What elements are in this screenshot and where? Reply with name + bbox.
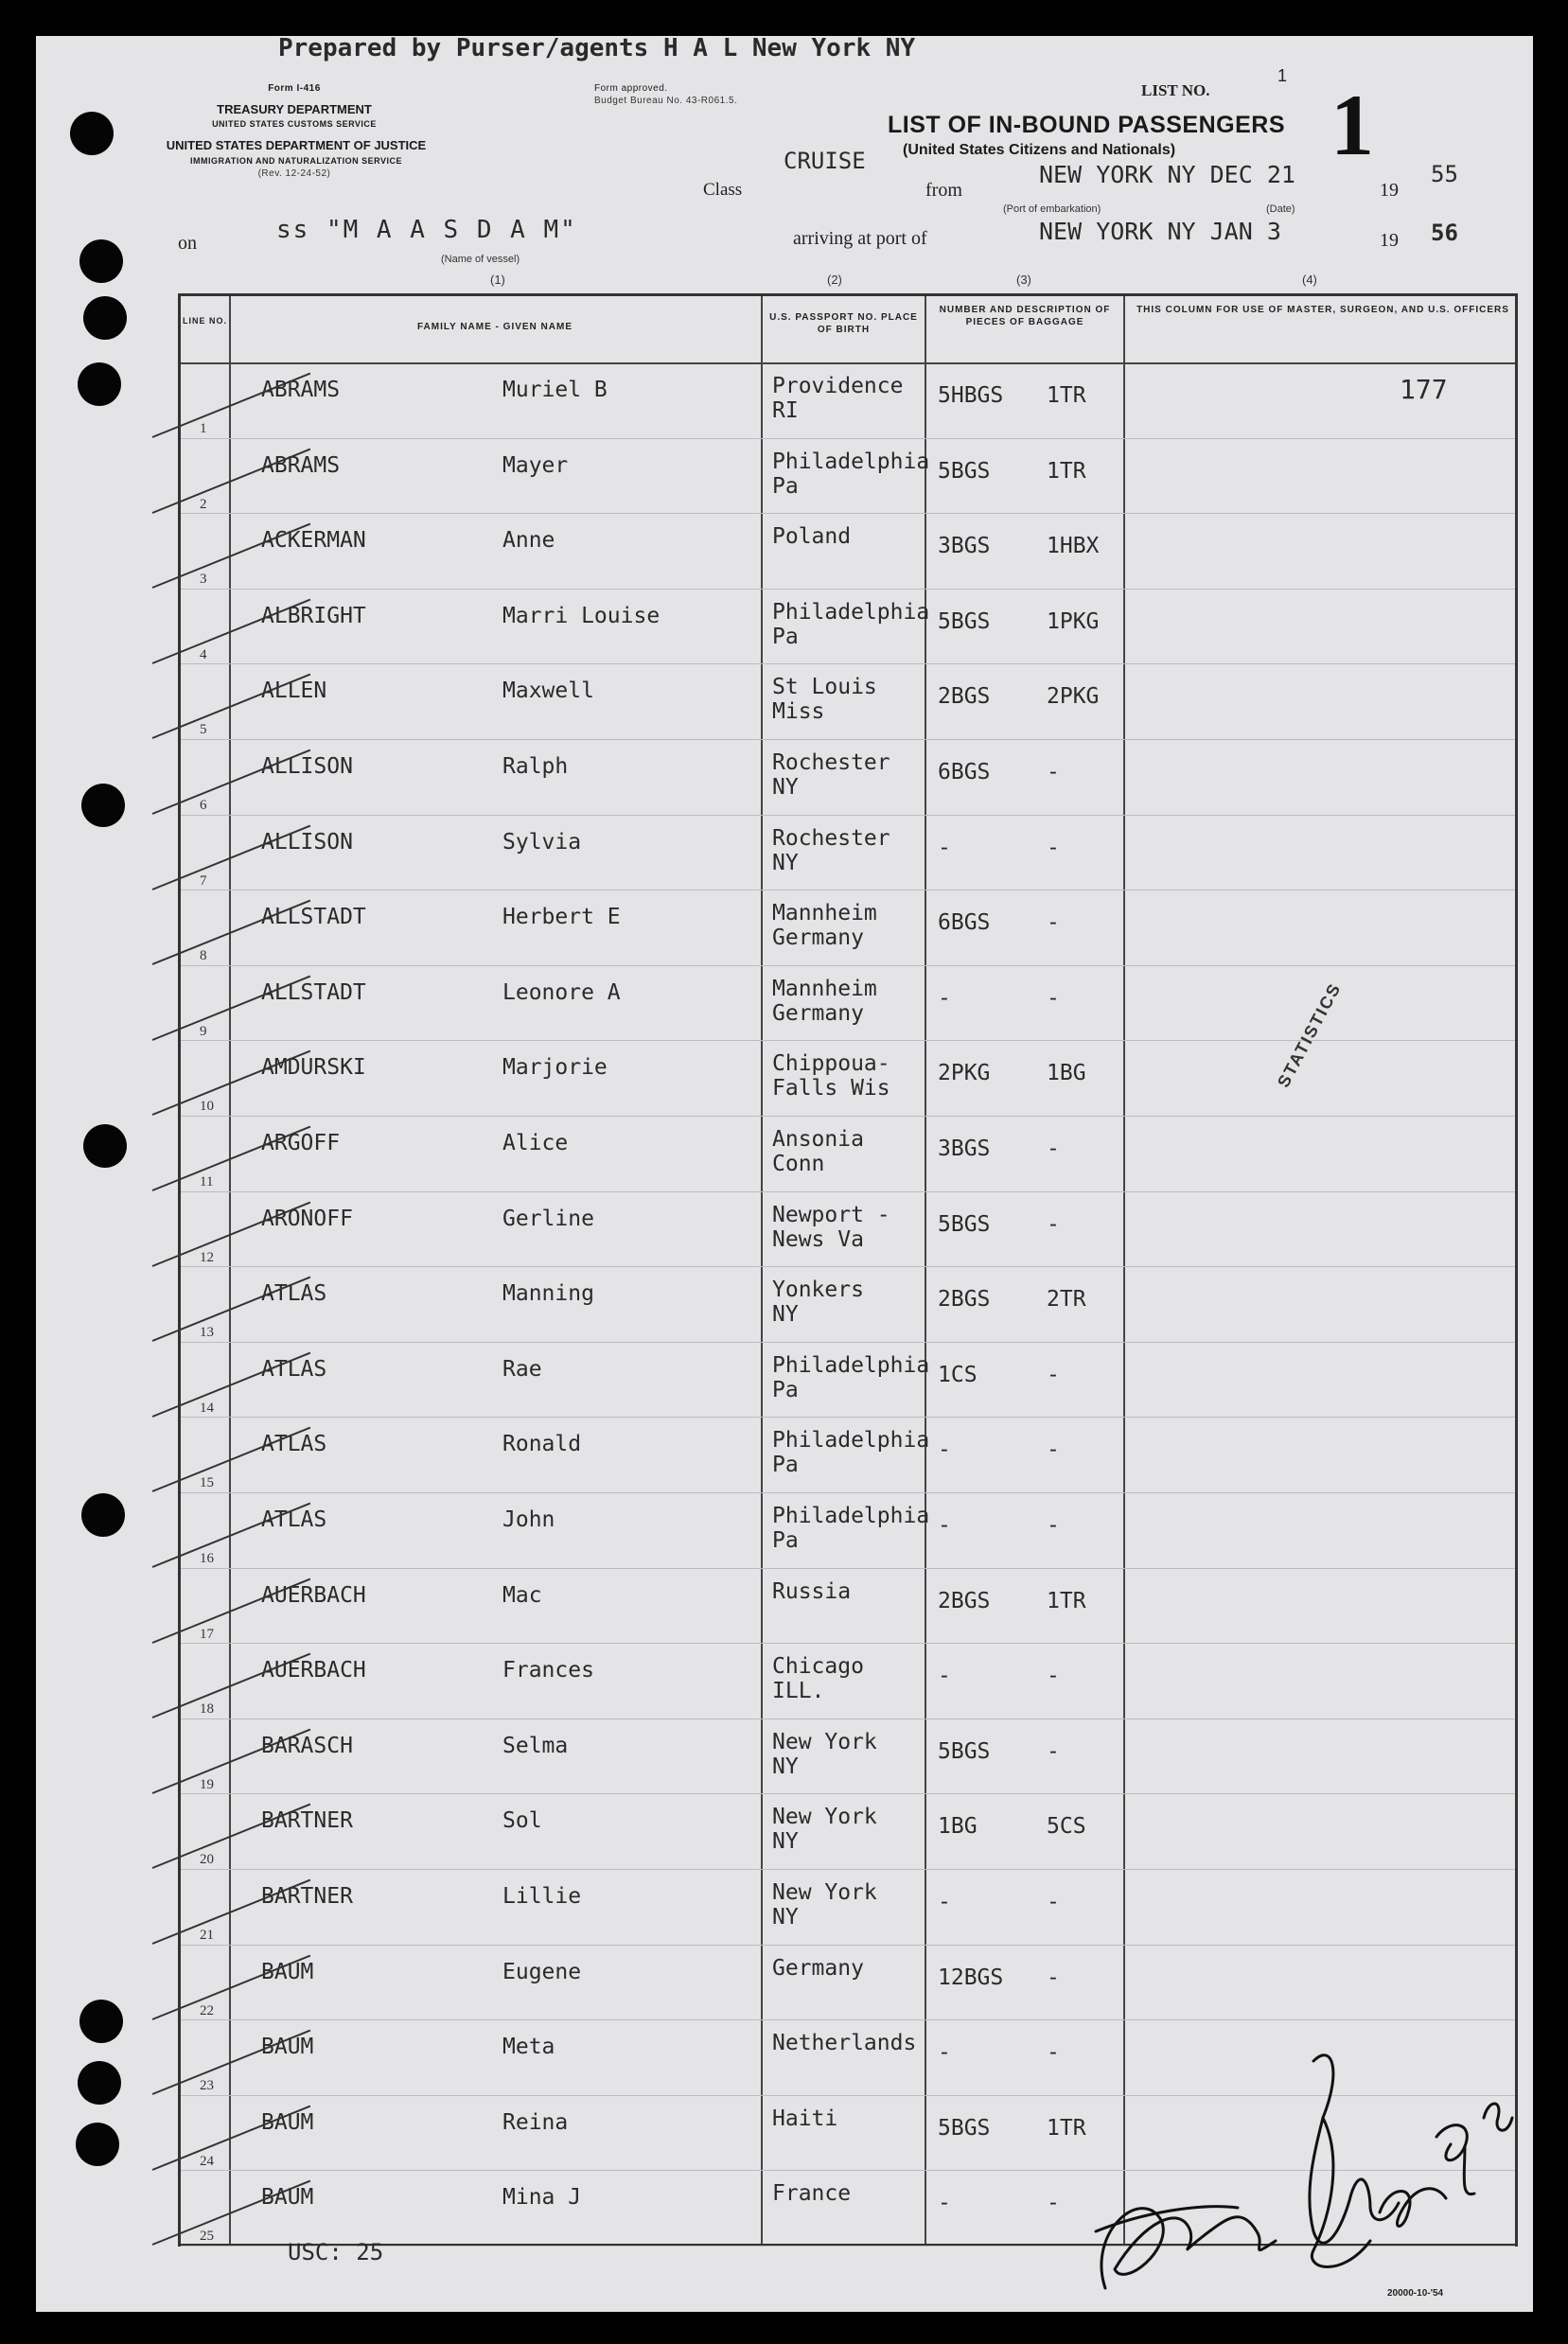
line-number: 17 <box>200 1626 214 1642</box>
line-number: 13 <box>200 1325 214 1341</box>
baggage-count: 5BGS <box>938 1738 991 1764</box>
check-mark <box>152 1201 311 1266</box>
line-number: 16 <box>200 1551 214 1566</box>
arriving-value: NEW YORK NY JAN 3 <box>1039 218 1281 245</box>
row-divider <box>181 739 1515 740</box>
baggage-extra: 5CS <box>1047 1814 1086 1840</box>
place-of-birth: New York <box>772 1729 877 1754</box>
row-divider <box>181 1266 1515 1267</box>
baggage-extra: - <box>1047 835 1060 860</box>
place-of-birth-line2: News Va <box>772 1226 864 1252</box>
row-divider <box>181 1116 1515 1117</box>
check-mark <box>152 1427 311 1492</box>
from-year-prefix: 19 <box>1380 180 1399 201</box>
agency-customs: UNITED STATES CUSTOMS SERVICE <box>212 119 377 129</box>
check-mark <box>152 2030 314 2095</box>
baggage-extra: - <box>1047 1211 1060 1237</box>
form-title: LIST OF IN-BOUND PASSENGERS <box>888 112 1286 138</box>
check-mark <box>152 1954 314 2019</box>
place-of-birth: Yonkers <box>772 1278 864 1303</box>
line-number: 21 <box>200 1928 214 1943</box>
usc-count: USC: 25 <box>288 2239 384 2265</box>
punch-hole <box>70 112 114 155</box>
arriving-year-prefix: 19 <box>1380 230 1399 251</box>
passenger-family-name: ABRAMS <box>261 452 341 478</box>
baggage-extra: - <box>1047 760 1060 784</box>
passenger-family-name: ALLSTADT <box>261 905 366 930</box>
baggage-count: 12BGS <box>938 1965 1004 1990</box>
place-of-birth: Philadelphia <box>772 1428 930 1454</box>
from-value: NEW YORK NY DEC 21 <box>1039 161 1295 188</box>
check-mark <box>152 674 311 739</box>
place-of-birth-line2: NY <box>772 1829 799 1855</box>
place-of-birth-line2: Pa <box>772 624 799 649</box>
place-of-birth-line2: Conn <box>772 1152 825 1176</box>
manifest-page <box>36 36 1533 2312</box>
place-of-birth: Rochester <box>772 750 890 775</box>
baggage-count: - <box>938 1437 951 1463</box>
baggage-extra: - <box>1047 1137 1060 1161</box>
place-of-birth-line2: Falls Wis <box>772 1076 890 1102</box>
baggage-extra: - <box>1047 2040 1060 2066</box>
passenger-family-name: BARTNER <box>261 1808 353 1834</box>
check-mark <box>152 1126 311 1191</box>
passenger-family-name: ALLISON <box>261 754 353 779</box>
form-approved: Form approved. <box>594 83 668 94</box>
passenger-family-name: ATLAS <box>261 1507 327 1532</box>
baggage-count: 2BGS <box>938 1588 991 1613</box>
baggage-count: 5BGS <box>938 458 991 484</box>
from-label: from <box>925 180 962 201</box>
place-of-birth: Philadelphia <box>772 1504 930 1528</box>
passenger-family-name: BAUM <box>261 2035 314 2060</box>
on-label: on <box>178 233 197 254</box>
check-mark <box>152 824 311 890</box>
baggage-extra: - <box>1047 1890 1060 1914</box>
place-of-birth-line2: Pa <box>772 473 799 499</box>
baggage-extra: 1BG <box>1047 1061 1086 1086</box>
passenger-given-name: Mayer <box>502 452 569 478</box>
passenger-family-name: BARTNER <box>261 1884 353 1909</box>
port-embarkation-label: (Port of embarkation) <box>1003 203 1101 215</box>
place-of-birth: New York <box>772 1805 877 1830</box>
punch-hole <box>79 2000 123 2043</box>
baggage-extra: - <box>1047 1738 1060 1764</box>
line-number: 23 <box>200 2078 214 2094</box>
passenger-given-name: Sylvia <box>502 829 582 855</box>
agency-justice: UNITED STATES DEPARTMENT OF JUSTICE <box>166 138 427 152</box>
passenger-family-name: AUERBACH <box>261 1582 366 1608</box>
place-of-birth: France <box>772 2181 852 2207</box>
budget-bureau: Budget Bureau No. 43-R061.5. <box>594 96 738 106</box>
baggage-extra: - <box>1047 1965 1060 1990</box>
agency-treasury: TREASURY DEPARTMENT <box>217 102 372 116</box>
line-number: 22 <box>200 2002 214 2018</box>
passenger-given-name: Mina J <box>502 2185 582 2211</box>
place-of-birth: Philadelphia <box>772 1352 930 1378</box>
check-mark <box>152 1653 311 1718</box>
passenger-given-name: Manning <box>502 1281 594 1307</box>
baggage-extra: 1TR <box>1047 1588 1086 1613</box>
place-of-birth-line2: ILL. <box>772 1679 825 1704</box>
agency-ins: IMMIGRATION AND NATURALIZATION SERVICE <box>190 156 402 166</box>
form-subtitle: (United States Citizens and Nationals) <box>903 142 1176 158</box>
header-passport: U.S. PASSPORT NO. PLACE OF BIRTH <box>769 312 918 335</box>
row-divider <box>181 1342 1515 1343</box>
baggage-extra: 1TR <box>1047 2115 1086 2141</box>
punch-hole <box>78 2061 121 2105</box>
baggage-count: 2PKG <box>938 1061 991 1086</box>
col-index-3: (3) <box>1016 273 1031 287</box>
passenger-given-name: Marri Louise <box>502 603 661 628</box>
baggage-extra: - <box>1047 2191 1060 2216</box>
check-mark <box>152 1577 311 1643</box>
row-divider <box>181 589 1515 590</box>
passenger-given-name: Anne <box>502 528 555 554</box>
line-number: 24 <box>200 2153 214 2169</box>
place-of-birth: Philadelphia <box>772 449 930 474</box>
baggage-extra: - <box>1047 1513 1060 1538</box>
header-divider <box>181 362 1515 364</box>
place-of-birth-line2: NY <box>772 1754 799 1779</box>
line-number: 19 <box>200 1776 214 1792</box>
place-of-birth: Mannheim <box>772 976 877 1001</box>
list-no-big: 1 <box>1330 77 1374 173</box>
row-divider <box>181 1492 1515 1493</box>
row-divider <box>181 1793 1515 1794</box>
passenger-table <box>178 293 1518 2247</box>
place-of-birth: Chippoua- <box>772 1051 890 1077</box>
check-mark <box>152 1804 311 1869</box>
check-mark <box>152 1277 311 1342</box>
passenger-family-name: ALLEN <box>261 679 327 704</box>
baggage-extra: 1TR <box>1047 458 1086 484</box>
row-divider <box>181 965 1515 966</box>
baggage-count: - <box>938 985 951 1011</box>
check-mark <box>152 975 311 1040</box>
check-mark <box>152 749 311 815</box>
passenger-given-name: Ronald <box>502 1432 582 1457</box>
check-mark <box>152 1050 311 1116</box>
baggage-count: 5HBGS <box>938 383 1004 408</box>
col-index-4: (4) <box>1302 273 1317 287</box>
class-label: Class <box>703 180 743 200</box>
row-divider <box>181 1191 1515 1192</box>
prepared-by-line: Prepared by Purser/agents H A L New York NY <box>278 34 916 62</box>
baggage-count: - <box>938 1513 951 1538</box>
punch-hole <box>81 784 125 827</box>
baggage-count: - <box>938 2191 951 2216</box>
passenger-family-name: ALLISON <box>261 829 353 855</box>
baggage-count: 3BGS <box>938 534 991 559</box>
punch-hole <box>81 1493 125 1537</box>
passenger-given-name: Selma <box>502 1733 569 1758</box>
place-of-birth: Rochester <box>772 825 890 851</box>
baggage-extra: 1HBX <box>1047 534 1100 559</box>
from-year: 55 <box>1431 161 1458 187</box>
passenger-given-name: Gerline <box>502 1206 594 1231</box>
passenger-given-name: Ralph <box>502 754 569 779</box>
place-of-birth-line2: NY <box>772 850 799 875</box>
place-of-birth: Chicago <box>772 1654 864 1680</box>
place-of-birth: St Louis <box>772 675 877 700</box>
baggage-count: - <box>938 1890 951 1914</box>
line-number: 1 <box>200 421 207 436</box>
place-of-birth-line2: Pa <box>772 1528 799 1553</box>
place-of-birth-line2: NY <box>772 1905 799 1930</box>
passenger-given-name: Leonore A <box>502 979 621 1005</box>
passenger-family-name: AUERBACH <box>261 1658 366 1683</box>
officer-note: 177 <box>1400 374 1448 405</box>
passenger-given-name: Reina <box>502 2109 569 2135</box>
form-number: Form I-416 <box>268 83 321 94</box>
passenger-given-name: Frances <box>502 1658 594 1683</box>
place-of-birth-line2: Pa <box>772 1453 799 1478</box>
passenger-given-name: Eugene <box>502 1959 582 1984</box>
baggage-count: - <box>938 1664 951 1689</box>
punch-hole <box>83 1124 127 1168</box>
date-label: (Date) <box>1266 203 1295 215</box>
master-signature <box>1030 2004 1522 2307</box>
check-mark <box>152 373 311 438</box>
baggage-extra: - <box>1047 910 1060 936</box>
line-number: 8 <box>200 948 207 964</box>
baggage-count: - <box>938 835 951 860</box>
check-mark <box>152 1879 311 1945</box>
baggage-count: 3BGS <box>938 1137 991 1161</box>
passenger-family-name: BAUM <box>261 2109 314 2135</box>
baggage-count: 6BGS <box>938 760 991 784</box>
header-officers: THIS COLUMN FOR USE OF MASTER, SURGEON, AND U.S. OFFICERS <box>1136 305 1509 315</box>
class-value: CRUISE <box>784 148 866 174</box>
col-index-2: (2) <box>827 273 842 287</box>
line-number: 14 <box>200 1400 214 1416</box>
passenger-given-name: Marjorie <box>502 1055 608 1081</box>
place-of-birth: Germany <box>772 1955 864 1981</box>
check-mark <box>152 900 311 965</box>
passenger-family-name: ARONOFF <box>261 1206 353 1231</box>
check-mark <box>152 1728 311 1793</box>
passenger-family-name: ABRAMS <box>261 378 341 402</box>
arriving-year: 56 <box>1431 220 1458 246</box>
check-mark <box>152 523 311 589</box>
baggage-count: 5BGS <box>938 2115 991 2141</box>
row-divider <box>181 663 1515 664</box>
row-divider <box>181 438 1515 439</box>
baggage-count: 1CS <box>938 1362 978 1387</box>
place-of-birth-line2: Germany <box>772 1000 864 1026</box>
place-of-birth: Providence <box>772 374 904 398</box>
place-of-birth: Russia <box>772 1578 852 1604</box>
place-of-birth: Haiti <box>772 2106 838 2131</box>
passenger-given-name: Mac <box>502 1582 542 1608</box>
place-of-birth-line2: Pa <box>772 1377 799 1402</box>
statistics-stamp: STATISTICS <box>1274 978 1346 1091</box>
line-number: 3 <box>200 572 207 588</box>
check-mark <box>152 2180 314 2246</box>
line-number: 15 <box>200 1475 214 1491</box>
baggage-extra: - <box>1047 1437 1060 1463</box>
row-divider <box>181 1945 1515 1946</box>
print-code: 20000-10-'54 <box>1387 2288 1444 2299</box>
passenger-given-name: Rae <box>502 1356 542 1382</box>
passenger-given-name: Herbert E <box>502 905 621 930</box>
baggage-count: 2BGS <box>938 1287 991 1313</box>
passenger-given-name: Maxwell <box>502 679 594 704</box>
list-no-label: LIST NO. <box>1141 81 1210 99</box>
line-number: 10 <box>200 1099 214 1115</box>
line-number: 7 <box>200 872 207 889</box>
passenger-family-name: ALLSTADT <box>261 979 366 1005</box>
place-of-birth: Netherlands <box>772 2031 917 2056</box>
passenger-family-name: ATLAS <box>261 1356 327 1382</box>
place-of-birth: Newport - <box>772 1202 890 1227</box>
line-number: 20 <box>200 1852 214 1868</box>
passenger-family-name: BARASCH <box>261 1733 353 1758</box>
passenger-given-name: Muriel B <box>502 378 608 402</box>
passenger-given-name: Meta <box>502 2035 555 2060</box>
col-index-1: (1) <box>490 273 505 287</box>
row-divider <box>181 1417 1515 1418</box>
baggage-count: 5BGS <box>938 608 991 634</box>
vessel-label: (Name of vessel) <box>441 254 520 265</box>
line-number: 5 <box>200 722 207 738</box>
form-revision: (Rev. 12-24-52) <box>257 168 331 179</box>
header-baggage: NUMBER AND DESCRIPTION OF PIECES OF BAGGAGE <box>939 305 1111 327</box>
passenger-family-name: ATLAS <box>261 1281 327 1307</box>
baggage-count: 6BGS <box>938 910 991 936</box>
place-of-birth: Ansonia <box>772 1127 864 1152</box>
passenger-family-name: BAUM <box>261 1959 314 1984</box>
check-mark <box>152 598 311 663</box>
place-of-birth: Mannheim <box>772 901 877 926</box>
baggage-count: 5BGS <box>938 1211 991 1237</box>
header-family-name: FAMILY NAME - GIVEN NAME <box>416 322 573 332</box>
place-of-birth-line2: NY <box>772 1302 799 1328</box>
passenger-given-name: Lillie <box>502 1884 582 1909</box>
line-number: 11 <box>200 1174 214 1190</box>
line-number: 2 <box>200 496 207 512</box>
line-number: 4 <box>200 646 207 662</box>
baggage-extra: 1PKG <box>1047 608 1100 634</box>
baggage-extra: 2TR <box>1047 1287 1086 1313</box>
baggage-count: - <box>938 2040 951 2066</box>
row-divider <box>181 1643 1515 1644</box>
place-of-birth: Philadelphia <box>772 599 930 625</box>
baggage-extra: 1TR <box>1047 383 1086 408</box>
baggage-count: 1BG <box>938 1814 978 1840</box>
place-of-birth-line2: Germany <box>772 925 864 951</box>
baggage-extra: 2PKG <box>1047 684 1100 710</box>
list-no-small: 1 <box>1277 66 1288 85</box>
line-number: 6 <box>200 798 207 813</box>
baggage-extra: - <box>1047 1362 1060 1387</box>
passenger-family-name: BAUM <box>261 2185 314 2211</box>
place-of-birth-line2: Miss <box>772 699 825 725</box>
passenger-family-name: ATLAS <box>261 1432 327 1457</box>
place-of-birth: Poland <box>772 524 852 550</box>
row-divider <box>181 1718 1515 1719</box>
baggage-count: 2BGS <box>938 684 991 710</box>
passenger-family-name: AMDURSKI <box>261 1055 366 1081</box>
check-mark <box>152 1351 311 1417</box>
row-divider <box>181 815 1515 816</box>
arriving-label: arriving at port of <box>793 228 927 249</box>
baggage-extra: - <box>1047 985 1060 1011</box>
check-mark <box>152 1503 311 1568</box>
vessel-name: ss "M A A S D A M" <box>276 216 577 244</box>
place-of-birth: New York <box>772 1880 877 1905</box>
passenger-family-name: ACKERMAN <box>261 528 366 554</box>
passenger-given-name: Alice <box>502 1131 569 1155</box>
line-number: 9 <box>200 1023 207 1039</box>
row-divider <box>181 1568 1515 1569</box>
passenger-family-name: ARGOFF <box>261 1131 341 1155</box>
passenger-family-name: ALBRIGHT <box>261 603 366 628</box>
place-of-birth-line2: RI <box>772 398 799 423</box>
check-mark <box>152 2105 314 2170</box>
row-divider <box>181 513 1515 514</box>
passenger-given-name: John <box>502 1507 555 1532</box>
line-number: 12 <box>200 1249 214 1265</box>
place-of-birth-line2: NY <box>772 775 799 800</box>
baggage-extra: - <box>1047 1664 1060 1689</box>
punch-hole <box>78 362 121 406</box>
check-mark <box>152 448 311 513</box>
row-divider <box>181 1869 1515 1870</box>
header-line-no: LINE NO. <box>182 316 227 326</box>
line-number: 25 <box>200 2229 214 2245</box>
punch-hole <box>76 2123 119 2166</box>
passenger-given-name: Sol <box>502 1808 542 1834</box>
punch-hole <box>79 239 123 283</box>
line-number: 18 <box>200 1701 214 1718</box>
punch-hole <box>83 296 127 340</box>
